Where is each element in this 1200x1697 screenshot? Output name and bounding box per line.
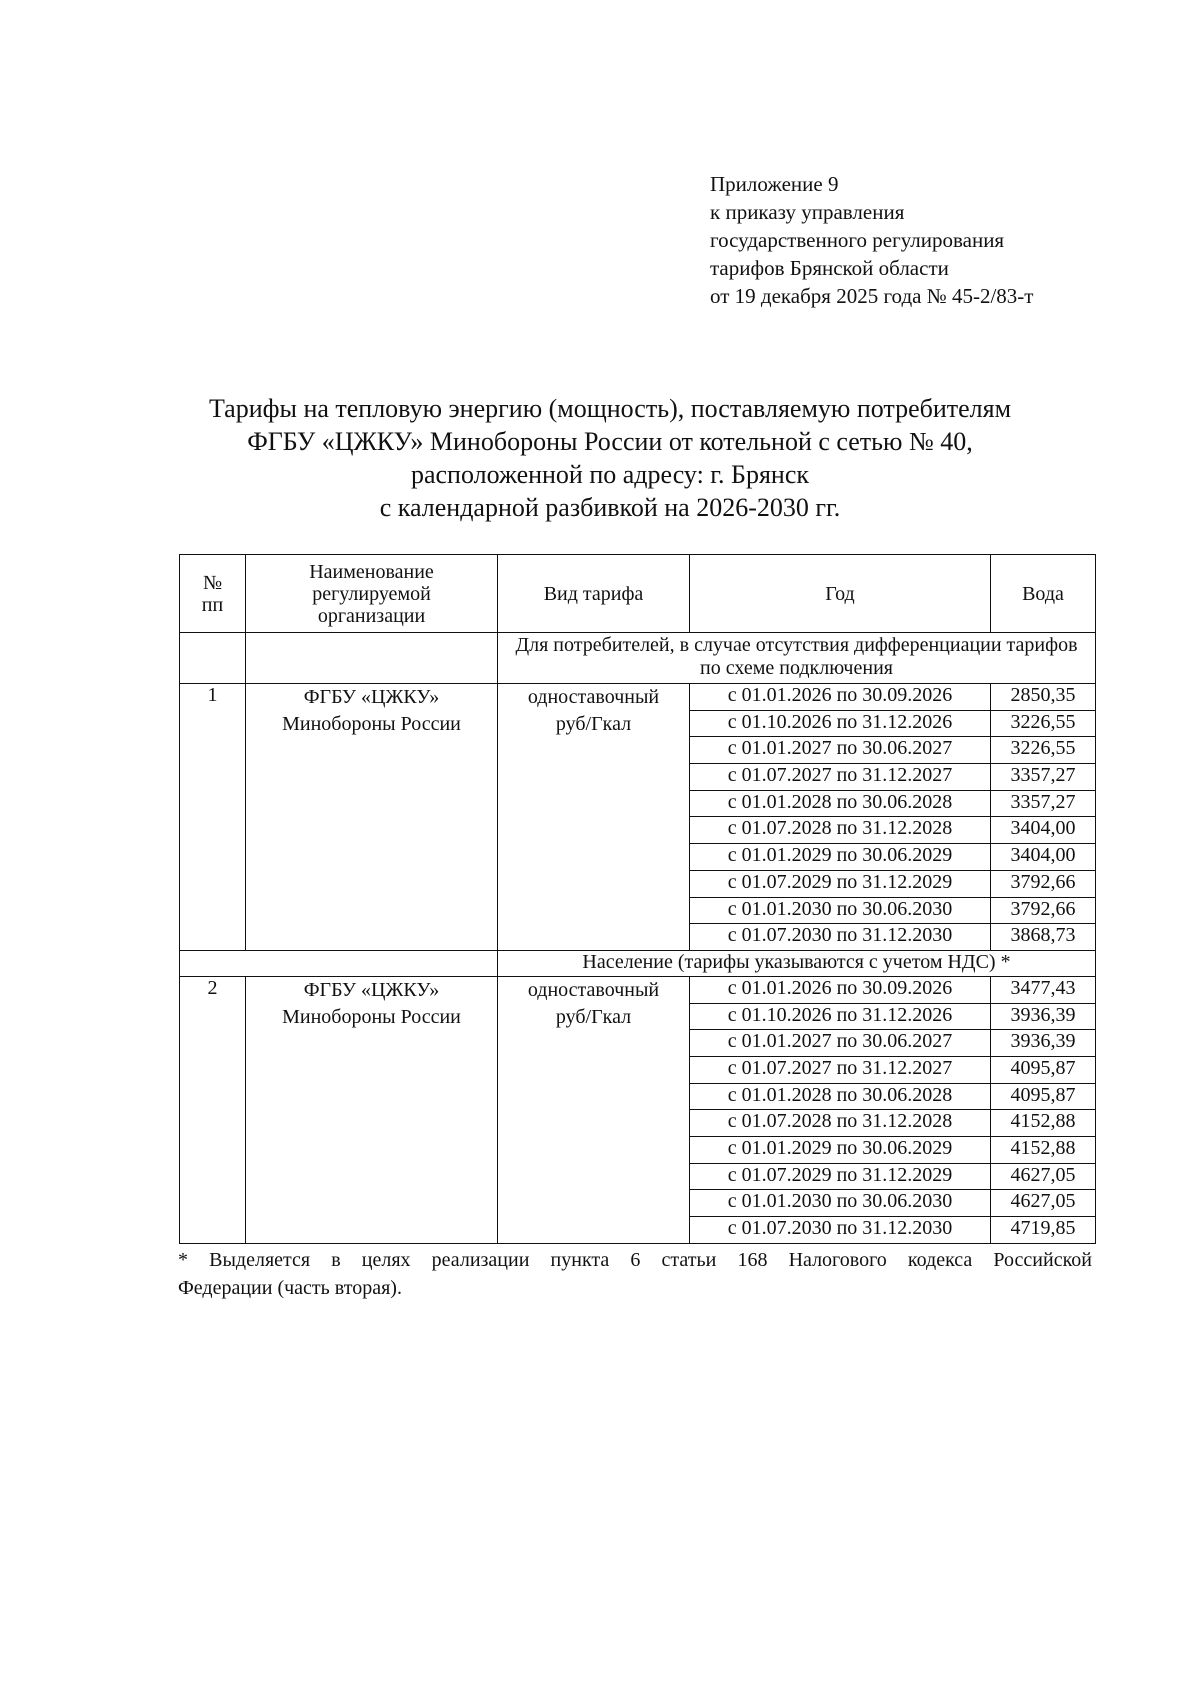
tariff-value-cell: 3404,00 <box>991 844 1096 871</box>
appendix-line: Приложение 9 <box>710 172 839 196</box>
period-cell: с 01.01.2030 по 30.06.2030 <box>690 897 991 924</box>
period-cell: с 01.10.2026 по 31.12.2026 <box>690 1003 991 1030</box>
organization-line: Минобороны России <box>282 1005 461 1028</box>
tariff-value-cell: 4719,85 <box>991 1217 1096 1244</box>
tariff-table <box>179 554 1096 1244</box>
tariff-value-cell: 3792,66 <box>991 897 1096 924</box>
organization-line: ФГБУ «ЦЖКУ» <box>303 978 440 1001</box>
period-cell: с 01.01.2028 по 30.06.2028 <box>690 1083 991 1110</box>
period-cell: с 01.07.2029 по 31.12.2029 <box>690 1163 991 1190</box>
period-cell: с 01.01.2026 по 30.09.2026 <box>690 976 991 1003</box>
tariff-value-cell: 3404,00 <box>991 817 1096 844</box>
table-row <box>180 976 1096 1003</box>
period-cell: с 01.07.2030 по 31.12.2030 <box>690 924 991 951</box>
header-org: Наименование регулируемой организации <box>246 555 498 633</box>
title-line: Тарифы на тепловую энергию (мощность), поставляемую потребителям <box>208 394 1012 423</box>
organization-line: Минобороны России <box>282 713 461 735</box>
row-number: 1 <box>180 684 246 951</box>
tariff-value-cell: 4152,88 <box>991 1110 1096 1137</box>
footnote-line: * Выделяется в целях реализации пункта 6 статьи 168 Налогового кодекса Российской <box>178 1249 1092 1271</box>
tariff-kind-line: одноставочный <box>527 686 660 708</box>
title-line: с календарной разбивкой на 2026-2030 гг. <box>379 493 841 522</box>
footnote <box>178 1246 1092 1302</box>
tariff-kind-line: одноставочный <box>527 978 660 1001</box>
table-header-row <box>180 555 1096 633</box>
row-number: 2 <box>180 976 246 1243</box>
empty-cell <box>180 633 246 684</box>
title-line: ФГБУ «ЦЖКУ» Минобороны России от котельной с сетью № 40, <box>247 427 973 456</box>
footnote-line: Федерации (часть вторая). <box>178 1277 402 1299</box>
header-num: № пп <box>180 555 246 633</box>
period-cell: с 01.07.2029 по 31.12.2029 <box>690 870 991 897</box>
period-cell: с 01.01.2029 по 30.06.2029 <box>690 1137 991 1164</box>
appendix-line: государственного регулирования <box>710 228 1005 252</box>
period-cell: с 01.10.2026 по 31.12.2026 <box>690 710 991 737</box>
appendix-line: тарифов Брянской области <box>710 256 949 280</box>
tariff-value-cell: 4627,05 <box>991 1163 1096 1190</box>
tariff-value-cell: 3792,66 <box>991 870 1096 897</box>
tariff-value-cell: 3868,73 <box>991 924 1096 951</box>
period-cell: с 01.07.2028 по 31.12.2028 <box>690 1110 991 1137</box>
period-cell: с 01.01.2026 по 30.09.2026 <box>690 684 991 711</box>
period-cell: с 01.07.2027 по 31.12.2027 <box>690 764 991 791</box>
period-cell: с 01.01.2027 по 30.06.2027 <box>690 1030 991 1057</box>
tariff-kind <box>498 684 690 951</box>
table-row <box>180 684 1096 711</box>
header-kind: Вид тарифа <box>498 555 690 633</box>
empty-cell <box>246 633 498 684</box>
document-title <box>150 392 1070 524</box>
tariff-value-cell: 4095,87 <box>991 1056 1096 1083</box>
tariff-value-cell: 4627,05 <box>991 1190 1096 1217</box>
empty-cell <box>180 950 498 976</box>
header-year: Год <box>690 555 991 633</box>
header-value: Вода <box>991 555 1096 633</box>
tariff-value-cell: 4152,88 <box>991 1137 1096 1164</box>
organization-line: ФГБУ «ЦЖКУ» <box>303 686 440 708</box>
title-line: расположенной по адресу: г. Брянск <box>410 460 810 489</box>
appendix-line: к приказу управления <box>710 200 905 224</box>
period-cell: с 01.07.2030 по 31.12.2030 <box>690 1217 991 1244</box>
period-cell: с 01.07.2028 по 31.12.2028 <box>690 817 991 844</box>
period-cell: с 01.07.2027 по 31.12.2027 <box>690 1056 991 1083</box>
tariff-value-cell: 3936,39 <box>991 1003 1096 1030</box>
section-title: Население (тарифы указываются с учетом НДС) * <box>498 950 1096 976</box>
organization-name <box>246 684 498 951</box>
tariff-value-cell: 3357,27 <box>991 764 1096 791</box>
period-cell: с 01.01.2027 по 30.06.2027 <box>690 737 991 764</box>
period-cell: с 01.01.2030 по 30.06.2030 <box>690 1190 991 1217</box>
tariff-value-cell: 3936,39 <box>991 1030 1096 1057</box>
tariff-kind <box>498 976 690 1243</box>
tariff-value-cell: 3226,55 <box>991 710 1096 737</box>
section-title: Для потребителей, в случае отсутствия дифференциации тарифов по схеме подключения <box>498 633 1096 684</box>
tariff-value-cell: 4095,87 <box>991 1083 1096 1110</box>
section-title-row <box>180 633 1096 684</box>
section-title-row <box>180 950 1096 976</box>
period-cell: с 01.01.2028 по 30.06.2028 <box>690 790 991 817</box>
tariff-kind-line: руб/Гкал <box>555 713 632 735</box>
tariff-kind-line: руб/Гкал <box>555 1005 632 1028</box>
tariff-value-cell: 3477,43 <box>991 976 1096 1003</box>
appendix-line: от 19 декабря 2025 года № 45-2/83-т <box>710 284 1034 308</box>
tariff-value-cell: 2850,35 <box>991 684 1096 711</box>
appendix-block <box>710 170 1033 310</box>
tariff-value-cell: 3357,27 <box>991 790 1096 817</box>
organization-name <box>246 976 498 1243</box>
tariff-value-cell: 3226,55 <box>991 737 1096 764</box>
period-cell: с 01.01.2029 по 30.06.2029 <box>690 844 991 871</box>
